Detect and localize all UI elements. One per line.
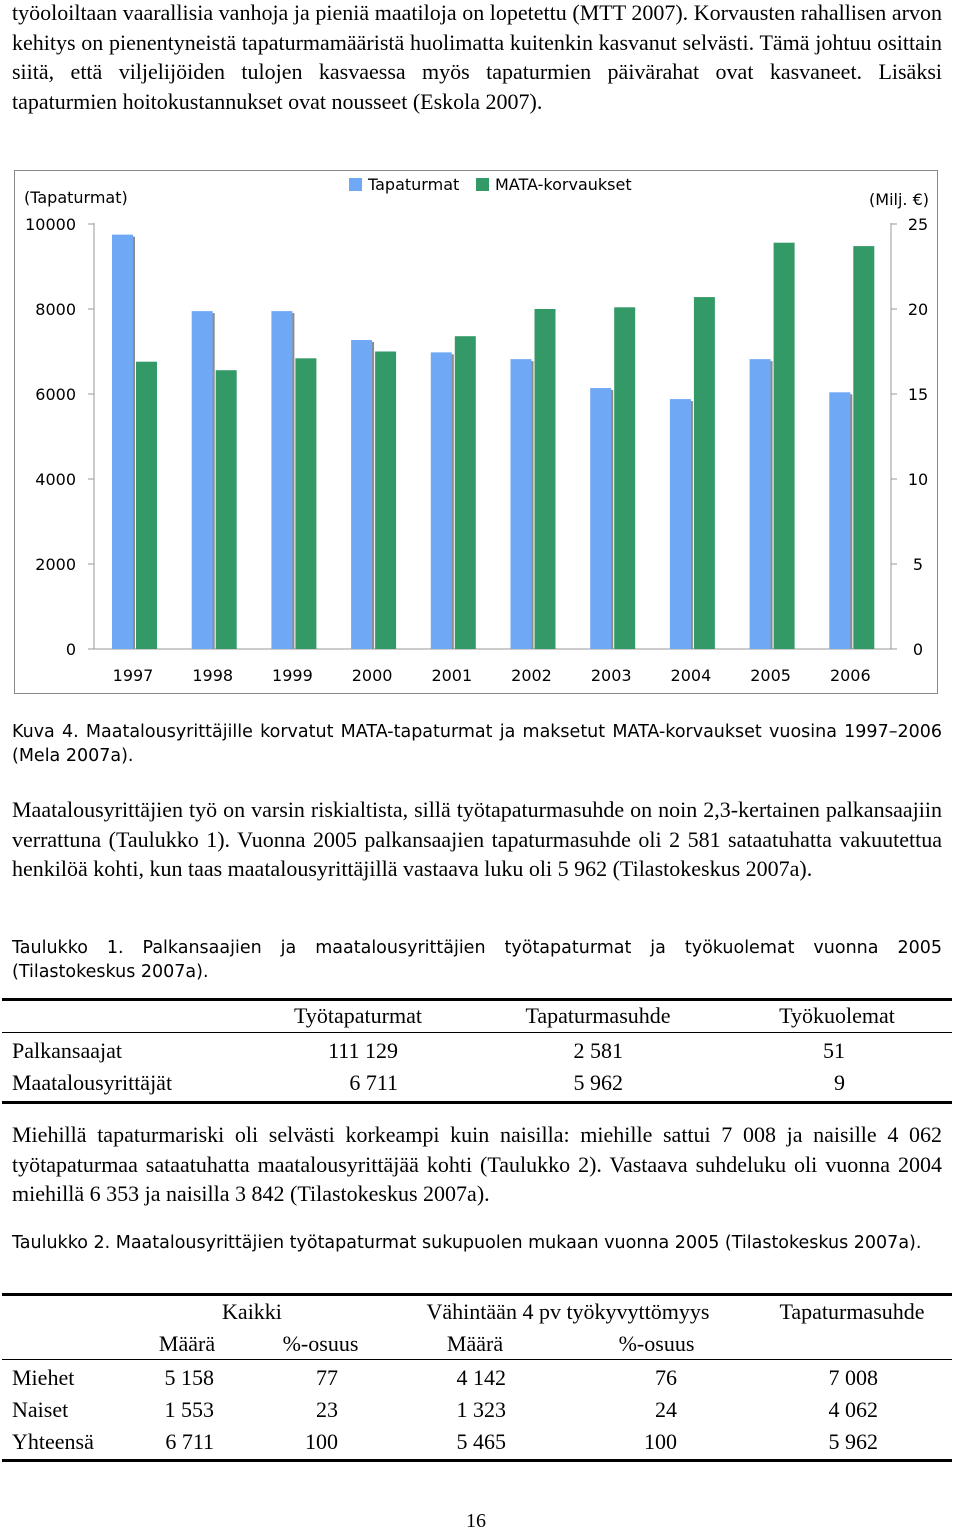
x-tick-label: 2000	[351, 666, 393, 685]
table-cell: 5 465	[456, 1429, 506, 1454]
x-tick-label: 2005	[750, 666, 791, 685]
table-2-sub-header: %-osuus	[618, 1331, 695, 1356]
x-tick-label: 2006	[829, 666, 871, 685]
table-cell: 111 129	[328, 1038, 398, 1063]
left-tick-label: 6000	[35, 385, 76, 404]
table-2-top-rule	[2, 1293, 952, 1296]
table-2-group-header: Kaikki	[222, 1299, 282, 1324]
table-2-sub-header: Määrä	[446, 1331, 504, 1356]
bar-tapaturmat	[511, 359, 532, 649]
bar-mata-korvaukset	[774, 243, 795, 649]
table-cell: 6 711	[165, 1429, 214, 1454]
paragraph-2	[12, 795, 942, 884]
row-label: Palkansaajat	[12, 1038, 122, 1063]
x-tick-label: 2003	[590, 666, 632, 685]
table-cell: 24	[655, 1397, 677, 1422]
table-cell: 4 142	[456, 1365, 506, 1390]
table-2-bottom-rule	[2, 1459, 952, 1462]
table-cell: 4 062	[828, 1397, 878, 1422]
table-cell: 1 553	[164, 1397, 214, 1422]
bar-mata-korvaukset	[375, 352, 396, 650]
x-tick-label: 1997	[112, 666, 154, 685]
bar-mata-korvaukset	[216, 370, 237, 649]
figure-caption-text: Kuva 4. Maatalousyrittäjille korvatut MATA-tapaturmat ja maksetut MATA-korvaukset vuosina 1997–2006 (Mela 2007a).	[12, 722, 942, 766]
right-tick-label: 25	[907, 215, 929, 234]
legend-swatch-tapaturmat	[349, 178, 362, 191]
legend-label: MATA-korvaukset	[495, 175, 632, 194]
bar-mata-korvaukset	[853, 246, 874, 649]
right-tick-label: 5	[912, 555, 924, 574]
table-1-header-rule	[2, 1032, 952, 1033]
table-2-group-header: Tapaturmasuhde	[779, 1299, 925, 1324]
bar-mata-korvaukset	[295, 358, 316, 649]
table-cell: 1 323	[456, 1397, 506, 1422]
right-tick-label: 20	[907, 300, 929, 319]
x-tick-label: 1999	[272, 666, 313, 685]
table-1-caption-text: Taulukko 1. Palkansaajien ja maatalousyrittäjien työtapaturmat ja työkuolemat vuonna 2005 (Tilastokeskus 2007a).	[12, 938, 942, 982]
bar-tapaturmat	[750, 359, 771, 649]
x-tick-label: 1998	[192, 666, 234, 685]
intro-text: työoloiltaan vaarallisia vanhoja ja pieniä maatiloja on lopetettu (MTT 2007). Korvausten rahallisen arvon kehitys on pienentyneistä tapaturmamääristä huolimatta kuitenkin kasvanut selvästi. Tämä johtuu osittain siitä, että viljelijöiden tulojen kasvaessa myös tapaturmien päivärahat ovat kasvaneet. Lisäksi tapaturmien hoitokustannukset ovat nousseet (Eskola 2007).	[12, 0, 942, 114]
table-cell: 100	[644, 1429, 677, 1454]
left-axis-title: (Tapaturmat)	[24, 188, 128, 207]
bar-mata-korvaukset	[694, 297, 715, 649]
table-2-sub-header: Määrä	[158, 1331, 216, 1356]
table-1-header: Työkuolemat	[779, 1003, 895, 1028]
table-2-header-rule	[2, 1359, 952, 1360]
table-1	[0, 998, 952, 1108]
table-cell: 5 962	[573, 1070, 623, 1095]
table-1-caption	[12, 936, 942, 984]
intro-paragraph	[12, 0, 942, 116]
left-tick-label: 4000	[35, 470, 76, 489]
table-2-caption	[12, 1231, 942, 1255]
right-tick-label: 15	[907, 385, 929, 404]
paragraph-2-text: Maatalousyrittäjien työ on varsin riskialtista, sillä työtapaturmasuhde on noin 2,3-kertainen palkansaajiin verrattuna (Taulukko 1). Vuonna 2005 palkansaajien tapaturmasuhde oli 2 581 sataatuhatta vakuutettua henkilöä kohti, kun taas maatalousyrittäjillä vastaava luku oli 5 962 (Tilastokeskus 2007a).	[12, 797, 942, 881]
bar-mata-korvaukset	[614, 307, 635, 649]
bar-tapaturmat	[590, 388, 611, 649]
table-cell: 6 711	[349, 1070, 398, 1095]
table-cell: 77	[316, 1365, 338, 1390]
table-1-bottom-rule	[2, 1101, 952, 1104]
table-2-sub-header: %-osuus	[282, 1331, 359, 1356]
table-2	[0, 1293, 952, 1463]
right-tick-label: 0	[912, 640, 924, 659]
paragraph-3	[12, 1120, 942, 1209]
x-tick-label: 2004	[670, 666, 712, 685]
table-cell: 100	[305, 1429, 338, 1454]
x-tick-label: 2002	[511, 666, 552, 685]
table-2-caption-text: Taulukko 2. Maatalousyrittäjien työtapaturmat sukupuolen mukaan vuonna 2005 (Tilastokeskus 2007a).	[12, 1233, 922, 1253]
left-tick-label: 2000	[35, 555, 76, 574]
table-cell: 76	[655, 1365, 677, 1390]
chart-frame	[14, 170, 938, 694]
paragraph-3-text: Miehillä tapaturmariski oli selvästi korkeampi kuin naisilla: miehille sattui 7 008 ja naisille 4 062 työtapaturmaa sataatuhatta maatalousyrittäjää kohti (Taulukko 2). Vastaava suhdeluku oli vuonna 2004 miehillä 6 353 ja naisilla 3 842 (Tilastokeskus 2007a).	[12, 1122, 942, 1206]
row-label: Yhteensä	[12, 1429, 94, 1454]
bar-mata-korvaukset	[455, 336, 476, 649]
legend-swatch-mata-korvaukset	[476, 178, 489, 191]
figure-caption	[12, 720, 942, 768]
table-cell: 2 581	[573, 1038, 623, 1063]
table-cell: 5 158	[164, 1365, 214, 1390]
table-1-header: Tapaturmasuhde	[525, 1003, 671, 1028]
bar-mata-korvaukset	[535, 309, 556, 649]
row-label: Maatalousyrittäjät	[12, 1070, 173, 1095]
bar-tapaturmat	[271, 311, 292, 649]
table-cell: 51	[823, 1038, 845, 1063]
table-2-group-header: Vähintään 4 pv työkyvyttömyys	[426, 1299, 710, 1324]
bar-tapaturmat	[351, 340, 372, 649]
bar-chart	[15, 171, 936, 692]
bar-tapaturmat	[192, 311, 213, 649]
left-tick-label: 0	[65, 640, 76, 659]
table-1-top-rule	[2, 998, 952, 1001]
legend-label: Tapaturmat	[368, 175, 460, 194]
table-cell: 5 962	[828, 1429, 878, 1454]
table-cell: 7 008	[828, 1365, 878, 1390]
row-label: Naiset	[12, 1397, 69, 1422]
left-tick-label: 8000	[35, 300, 76, 319]
bar-mata-korvaukset	[136, 362, 157, 649]
page-number: 16	[466, 1510, 486, 1532]
x-tick-label: 2001	[431, 666, 473, 685]
bar-tapaturmat	[112, 235, 133, 649]
bar-tapaturmat	[829, 392, 850, 649]
table-cell: 23	[316, 1397, 338, 1422]
right-axis-title: (Milj. €)	[869, 190, 929, 209]
bar-tapaturmat	[431, 352, 452, 649]
table-cell: 9	[834, 1070, 845, 1095]
row-label: Miehet	[12, 1365, 75, 1390]
right-tick-label: 10	[907, 470, 929, 489]
bar-tapaturmat	[670, 399, 691, 649]
table-1-header: Työtapaturmat	[294, 1003, 422, 1028]
left-tick-label: 10000	[25, 215, 76, 234]
